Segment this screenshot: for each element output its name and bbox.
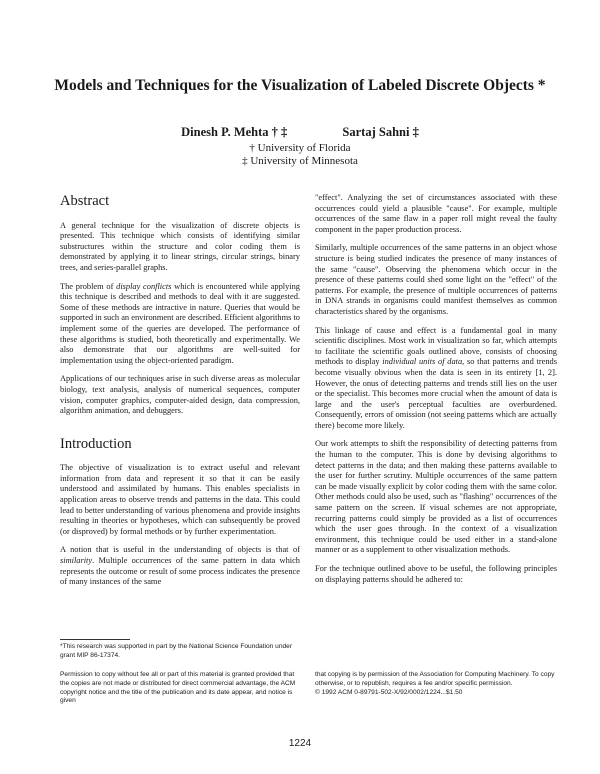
intro-p2-emphasis: similarity <box>60 556 93 566</box>
abstract-p2-text-a: The problem of <box>60 281 117 291</box>
copyright-line: © 1992 ACM 0-89791-502-X/92/0002/1224...$1.50 <box>315 688 463 696</box>
abstract-paragraph-3: Applications of our techniques arise in such diverse areas as molecular biology, text analysis, analysis of numerical sequences, computer vision, computer graphics, computer-aided design, data compression, algorithm animation, and debuggers. <box>60 374 300 416</box>
footnote-rule <box>60 639 130 640</box>
permission-notice-text: that copying is by permission of the Association for Computing Machinery. To copy otherwise, or to republish, requires a fee and/or specific permission. <box>315 671 555 687</box>
permission-notice-left: Permission to copy without fee all or part of this material is granted provided that the copies are not made or distributed for direct commercial advantage, the ACM copyright notice and the title of the publication and its date appear, and notice is given <box>60 671 296 705</box>
abstract-p2-emphasis: display conflicts <box>116 281 172 291</box>
abstract-heading: Abstract <box>60 193 110 209</box>
author-mehta: Dinesh P. Mehta † ‡ <box>181 125 288 139</box>
paper-title: Models and Techniques for the Visualization of Labeled Discrete Objects * <box>54 77 546 94</box>
funding-footnote: *This research was supported in part by the National Science Foundation under grant MIP 86-17374. <box>60 643 293 659</box>
right-column <box>315 193 557 593</box>
affiliation-minnesota: ‡ University of Minnesota <box>242 154 358 167</box>
right-p3-text-a: This linkage of cause and effect is a fundamental goal in many scientific disciplines. Most work in visualization so far, which attempts to facilitate the scientific goals outlined above, consists of choosing methods to display <box>315 325 557 367</box>
right-paragraph-2: Similarly, multiple occurrences of the same patterns in an object whose structure is being studied indicates the presence of many instances of the same "cause". Observing the phenomena which occur in the presence of these patterns could shed some light on the "effect" of the patterns. For example, the presence of multiple occurrences of patterns in DNA strands in organisms could manifest themselves as common characteristics shared by the organisms. <box>315 243 557 316</box>
abstract-p2-text-b: which is encountered while applying this technique is described and methods to deal with it are suggested. Some of these methods are intractive in nature. Queries that would be supported in such an environment are described. Efficient algorithms to implement some of the queries are developed. The performance of these algorithms is studied, both theoretically and experimentally. We also demonstrate that our algorithms are well-suited for implementation using the object-oriented paradigm. <box>60 281 300 365</box>
page-number: 1224 <box>288 738 312 749</box>
author-line <box>0 125 600 140</box>
intro-paragraph-1: The objective of visualization is to extract useful and relevant information from data and represent it so that it can be easily understood and assimilated by humans. This enables specialists in application areas to observe trends and patterns in the data. This could lead to better understanding of various phenomena and provide insights resulting in theories or hypotheses, which can subsequently be proved (or disproved) by formal methods or by further experimentation. <box>60 463 300 536</box>
author-sahni: Sartaj Sahni ‡ <box>342 125 419 139</box>
intro-paragraph-2 <box>60 545 300 587</box>
introduction-heading: Introduction <box>60 435 132 452</box>
abstract-paragraph-2 <box>60 282 300 367</box>
right-paragraph-3 <box>315 326 557 432</box>
affiliations <box>0 142 600 167</box>
right-paragraph-5: For the technique outlined above to be useful, the following principles on displaying patterns should be adhered to: <box>315 564 557 584</box>
intro-p2-text-a: A notion that is useful in the understanding of objects is that of <box>60 545 300 555</box>
left-column <box>60 190 300 596</box>
right-p3-emphasis: individual units of data <box>382 357 463 367</box>
right-paragraph-1: "effect". Analyzing the set of circumstances associated with these occurrences could yield a plausible "cause". For example, multiple occurrences of the same flaw in a paper roll might reveal the faulty component in the paper production process. <box>315 193 557 234</box>
abstract-paragraph-1: A general technique for the visualization of discrete objects is presented. This technique which consists of identifying similar substructures within the structure and color coding them is demonstrated by applying it to linear strings, circular strings, binary trees, and series-parallel graphs. <box>60 220 300 272</box>
intro-p2-text-b: . Multiple occurrences of the same pattern in data which represents the outcome or result of some process indicates the presence of many instances of the same <box>60 556 300 587</box>
right-p3-text-b: , so that patterns and trends become visually obvious when the data is seen in its entirety [1, 2]. However, the onus of detecting patterns and trends still lies on the user or the specialist. This becomes more crucial when the amount of data is large and the user's perceptual faculties are overburdened. Consequently, errors of omission (not seeing patterns which are actually there) become more likely. <box>315 357 557 430</box>
right-paragraph-4: Our work attempts to shift the responsibility of detecting patterns from the human to the computer. This is done by devising algorithms to detect patterns in the data; and then making these patterns available to the user for further scrutiny. Multiple occurrences of the same pattern can be made visually explicit by color coding them with the same color. Other methods could also be used, such as "flashing" occurrences of the same pattern on the screen. If visual schemes are not appropriate, recurring patterns could simply be provided as a list of occurrences which the user goes through. In the context of a visualization environment, this technique could be used either in a stand-alone manner or as a supplement to other visualization methods. <box>315 439 557 555</box>
permission-notice-right <box>315 671 559 697</box>
affiliation-florida: † University of Florida <box>249 142 351 154</box>
